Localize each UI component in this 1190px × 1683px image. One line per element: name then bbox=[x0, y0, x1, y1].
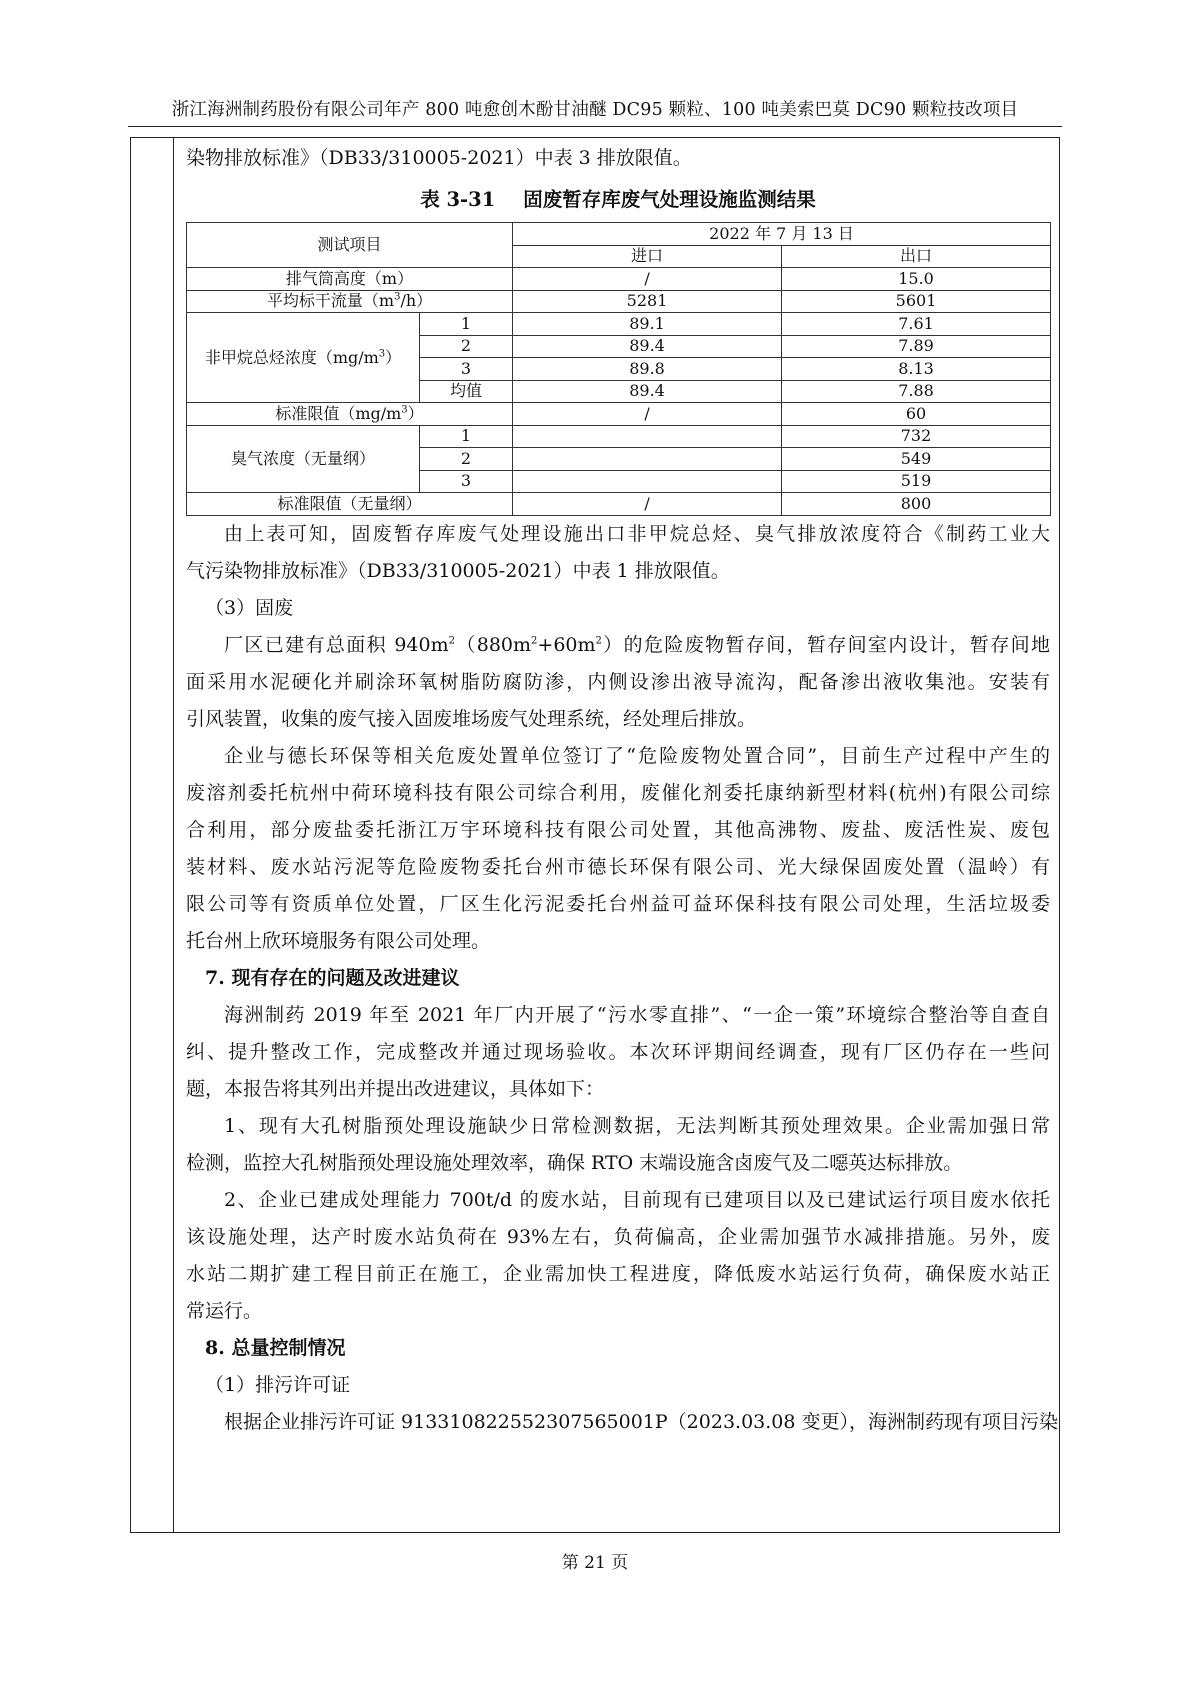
section7-line: 纠、提升整改工作，完成整改并通过现场验收。本次环评期间经调查，现有厂区仍存在一些问 bbox=[186, 1040, 1050, 1063]
cell-outlet: 519 bbox=[782, 470, 1051, 493]
table-row bbox=[187, 493, 1051, 516]
text-run: +60m bbox=[537, 633, 596, 656]
cell-outlet: 8.13 bbox=[782, 358, 1051, 381]
cell-inlet: / bbox=[513, 493, 782, 516]
label-text: 非甲烷总烃浓度（mg/m bbox=[204, 347, 379, 367]
section7-heading: 7. 现有存在的问题及改进建议 bbox=[205, 966, 460, 989]
disposal-line: 托台州上欣环境服务有限公司处理。 bbox=[186, 929, 491, 952]
label-sup: 3 bbox=[378, 348, 386, 360]
issue2-line: 该设施处理，达产时废水站负荷在 93%左右，负荷偏高，企业需加强节水减排措施。另外，废 bbox=[186, 1225, 1050, 1248]
row-label: 排气筒高度（m） bbox=[187, 268, 513, 291]
header-outlet: 出口 bbox=[782, 245, 1051, 268]
row-label: 标准限值（无量纲） bbox=[187, 493, 513, 516]
issue2-line: 2、企业已建成处理能力 700t/d 的废水站，目前现有已建项目以及已建试运行项目废水依托 bbox=[224, 1188, 1050, 1211]
page-body bbox=[186, 140, 1059, 1441]
cell-inlet: 89.8 bbox=[513, 358, 782, 381]
cell-outlet: 7.61 bbox=[782, 313, 1051, 336]
issue2-line: 水站二期扩建工程目前正在施工，企业需加快工程进度，降低废水站运行负荷，确保废水站正 bbox=[186, 1262, 1050, 1285]
cell-inlet: 89.4 bbox=[513, 335, 782, 358]
cell-outlet: 800 bbox=[782, 493, 1051, 516]
label-text: ） bbox=[407, 403, 424, 423]
sup: 2 bbox=[531, 635, 538, 647]
table-row bbox=[187, 268, 1051, 291]
label-text: /h） bbox=[400, 291, 433, 311]
text-run: ）的危险废物暂存间，暂存间室内设计，暂存间地 bbox=[601, 633, 1050, 656]
document-header: 浙江海洲制药股份有限公司年产 800 吨愈创木酚甘油醚 DC95 颗粒、100 吨美索巴莫 DC90 颗粒技改项目 bbox=[171, 100, 1019, 120]
label-sup: 3 bbox=[401, 404, 408, 416]
page-number: 第 21 页 bbox=[561, 1553, 629, 1573]
header-test-item: 测试项目 bbox=[187, 223, 513, 268]
cell-inlet: 89.1 bbox=[513, 313, 782, 336]
cell-inlet bbox=[513, 425, 782, 448]
cell-inlet: / bbox=[513, 268, 782, 291]
cell-inlet: / bbox=[513, 403, 782, 426]
section7-line: 海洲制药 2019 年至 2021 年厂内开展了“污水零直排”、“一企一策”环境综合整治等自查自 bbox=[224, 1003, 1050, 1026]
section7-line: 题，本报告将其列出并提出改进建议，具体如下： bbox=[186, 1077, 605, 1100]
cell-sample: 3 bbox=[420, 358, 513, 381]
cell-sample: 3 bbox=[420, 470, 513, 493]
solid-waste-line: 面采用水泥硬化并刷涂环氧树脂防腐防渗，内侧设渗出液导流沟，配备渗出液收集池。安装有 bbox=[186, 670, 1050, 693]
label-text: 标准限值（mg/m bbox=[275, 403, 402, 423]
sup: 2 bbox=[448, 635, 455, 647]
section8-subheading: （1）排污许可证 bbox=[205, 1373, 351, 1396]
cell-inlet bbox=[513, 448, 782, 471]
table-number: 表 3-31 bbox=[420, 188, 496, 211]
label-text: 平均标干流量（m bbox=[266, 291, 395, 311]
cell-outlet: 732 bbox=[782, 425, 1051, 448]
sup: 2 bbox=[595, 635, 602, 647]
issue1-line: 1、现有大孔树脂预处理设施缺少日常检测数据，无法判断其预处理效果。企业需加强日常 bbox=[224, 1114, 1050, 1137]
issue1-line: 检测，监控大孔树脂预处理设施处理效率，确保 RTO 末端设施含卤废气及二噁英达标排放。 bbox=[186, 1151, 963, 1174]
disposal-line: 装材料、废水站污泥等危险废物委托台州市德长环保有限公司、光大绿保固废处置（温岭）有 bbox=[186, 855, 1050, 878]
solid-waste-line: 引风装置，收集的废气接入固废堆场废气处理系统，经处理后排放。 bbox=[186, 707, 757, 730]
disposal-line: 企业与德长环保等相关危废处置单位签订了“危险废物处置合同”，目前生产过程中产生的 bbox=[224, 744, 1050, 767]
cell-sample: 2 bbox=[420, 448, 513, 471]
label-sup: 3 bbox=[394, 291, 401, 303]
cell-outlet: 60 bbox=[782, 403, 1051, 426]
cell-inlet: 89.4 bbox=[513, 380, 782, 403]
cell-outlet: 15.0 bbox=[782, 268, 1051, 291]
table-row bbox=[187, 290, 1051, 313]
table-row bbox=[187, 425, 1051, 448]
section8-line: 根据企业排污许可证 91331082255230756500​1P（2023.03.08 变更），海洲制药现有项目污染 bbox=[224, 1410, 1059, 1433]
frame-divider bbox=[173, 137, 174, 1533]
row-label bbox=[187, 403, 513, 426]
text-run: 厂区已建有总面积 940m bbox=[224, 633, 449, 656]
table-row bbox=[187, 313, 1051, 336]
cell-outlet: 7.88 bbox=[782, 380, 1051, 403]
cell-sample: 1 bbox=[420, 425, 513, 448]
row-label bbox=[187, 290, 513, 313]
cell-inlet bbox=[513, 470, 782, 493]
row-label: 臭气浓度（无量纲） bbox=[187, 425, 420, 493]
disposal-line: 废溶剂委托杭州中荷环境科技有限公司综合利用，废催化剂委托康纳新型材料(杭州)有限公司综 bbox=[186, 781, 1050, 804]
monitoring-table bbox=[186, 222, 1051, 516]
table-caption bbox=[186, 177, 1050, 222]
cell-inlet: 5281 bbox=[513, 290, 782, 313]
cell-sample: 均值 bbox=[420, 380, 513, 403]
header-date: 2022 年 7 月 13 日 bbox=[513, 223, 1051, 246]
table-title: 固废暂存库废气处理设施监测结果 bbox=[523, 188, 816, 211]
header-inlet: 进口 bbox=[513, 245, 782, 268]
cell-sample: 1 bbox=[420, 313, 513, 336]
issue2-line: 常运行。 bbox=[186, 1299, 263, 1322]
cell-outlet: 549 bbox=[782, 448, 1051, 471]
section8-heading: 8. 总量控制情况 bbox=[205, 1336, 346, 1359]
table-row bbox=[187, 403, 1051, 426]
conclusion-line: 气污染物排放标准》（DB33/310005-2021）中表 1 排放限值。 bbox=[186, 559, 730, 582]
cell-outlet: 5601 bbox=[782, 290, 1051, 313]
cell-outlet: 7.89 bbox=[782, 335, 1051, 358]
row-label bbox=[187, 313, 420, 403]
disposal-line: 合利用，部分废盐委托浙江万宇环境科技有限公司处置，其他高沸物、废盐、废活性炭、废包 bbox=[186, 818, 1050, 841]
cell-sample: 2 bbox=[420, 335, 513, 358]
text-run: （880m bbox=[455, 633, 532, 656]
solid-waste-heading: （3）固废 bbox=[205, 596, 294, 619]
carryover-line: 染物排放标准》（DB33/310005-2021）中表 3 排放限值。 bbox=[186, 147, 692, 169]
conclusion-line: 由上表可知，固废暂存库废气处理设施出口非甲烷总烃、臭气排放浓度符合《制药工业大 bbox=[224, 522, 1050, 545]
header-rule bbox=[128, 126, 1062, 127]
disposal-line: 限公司等有资质单位处置，厂区生化污泥委托台州益可益环保科技有限公司处理，生活垃圾委 bbox=[186, 892, 1050, 915]
solid-waste-line bbox=[186, 627, 1050, 664]
label-text: ） bbox=[385, 347, 402, 367]
